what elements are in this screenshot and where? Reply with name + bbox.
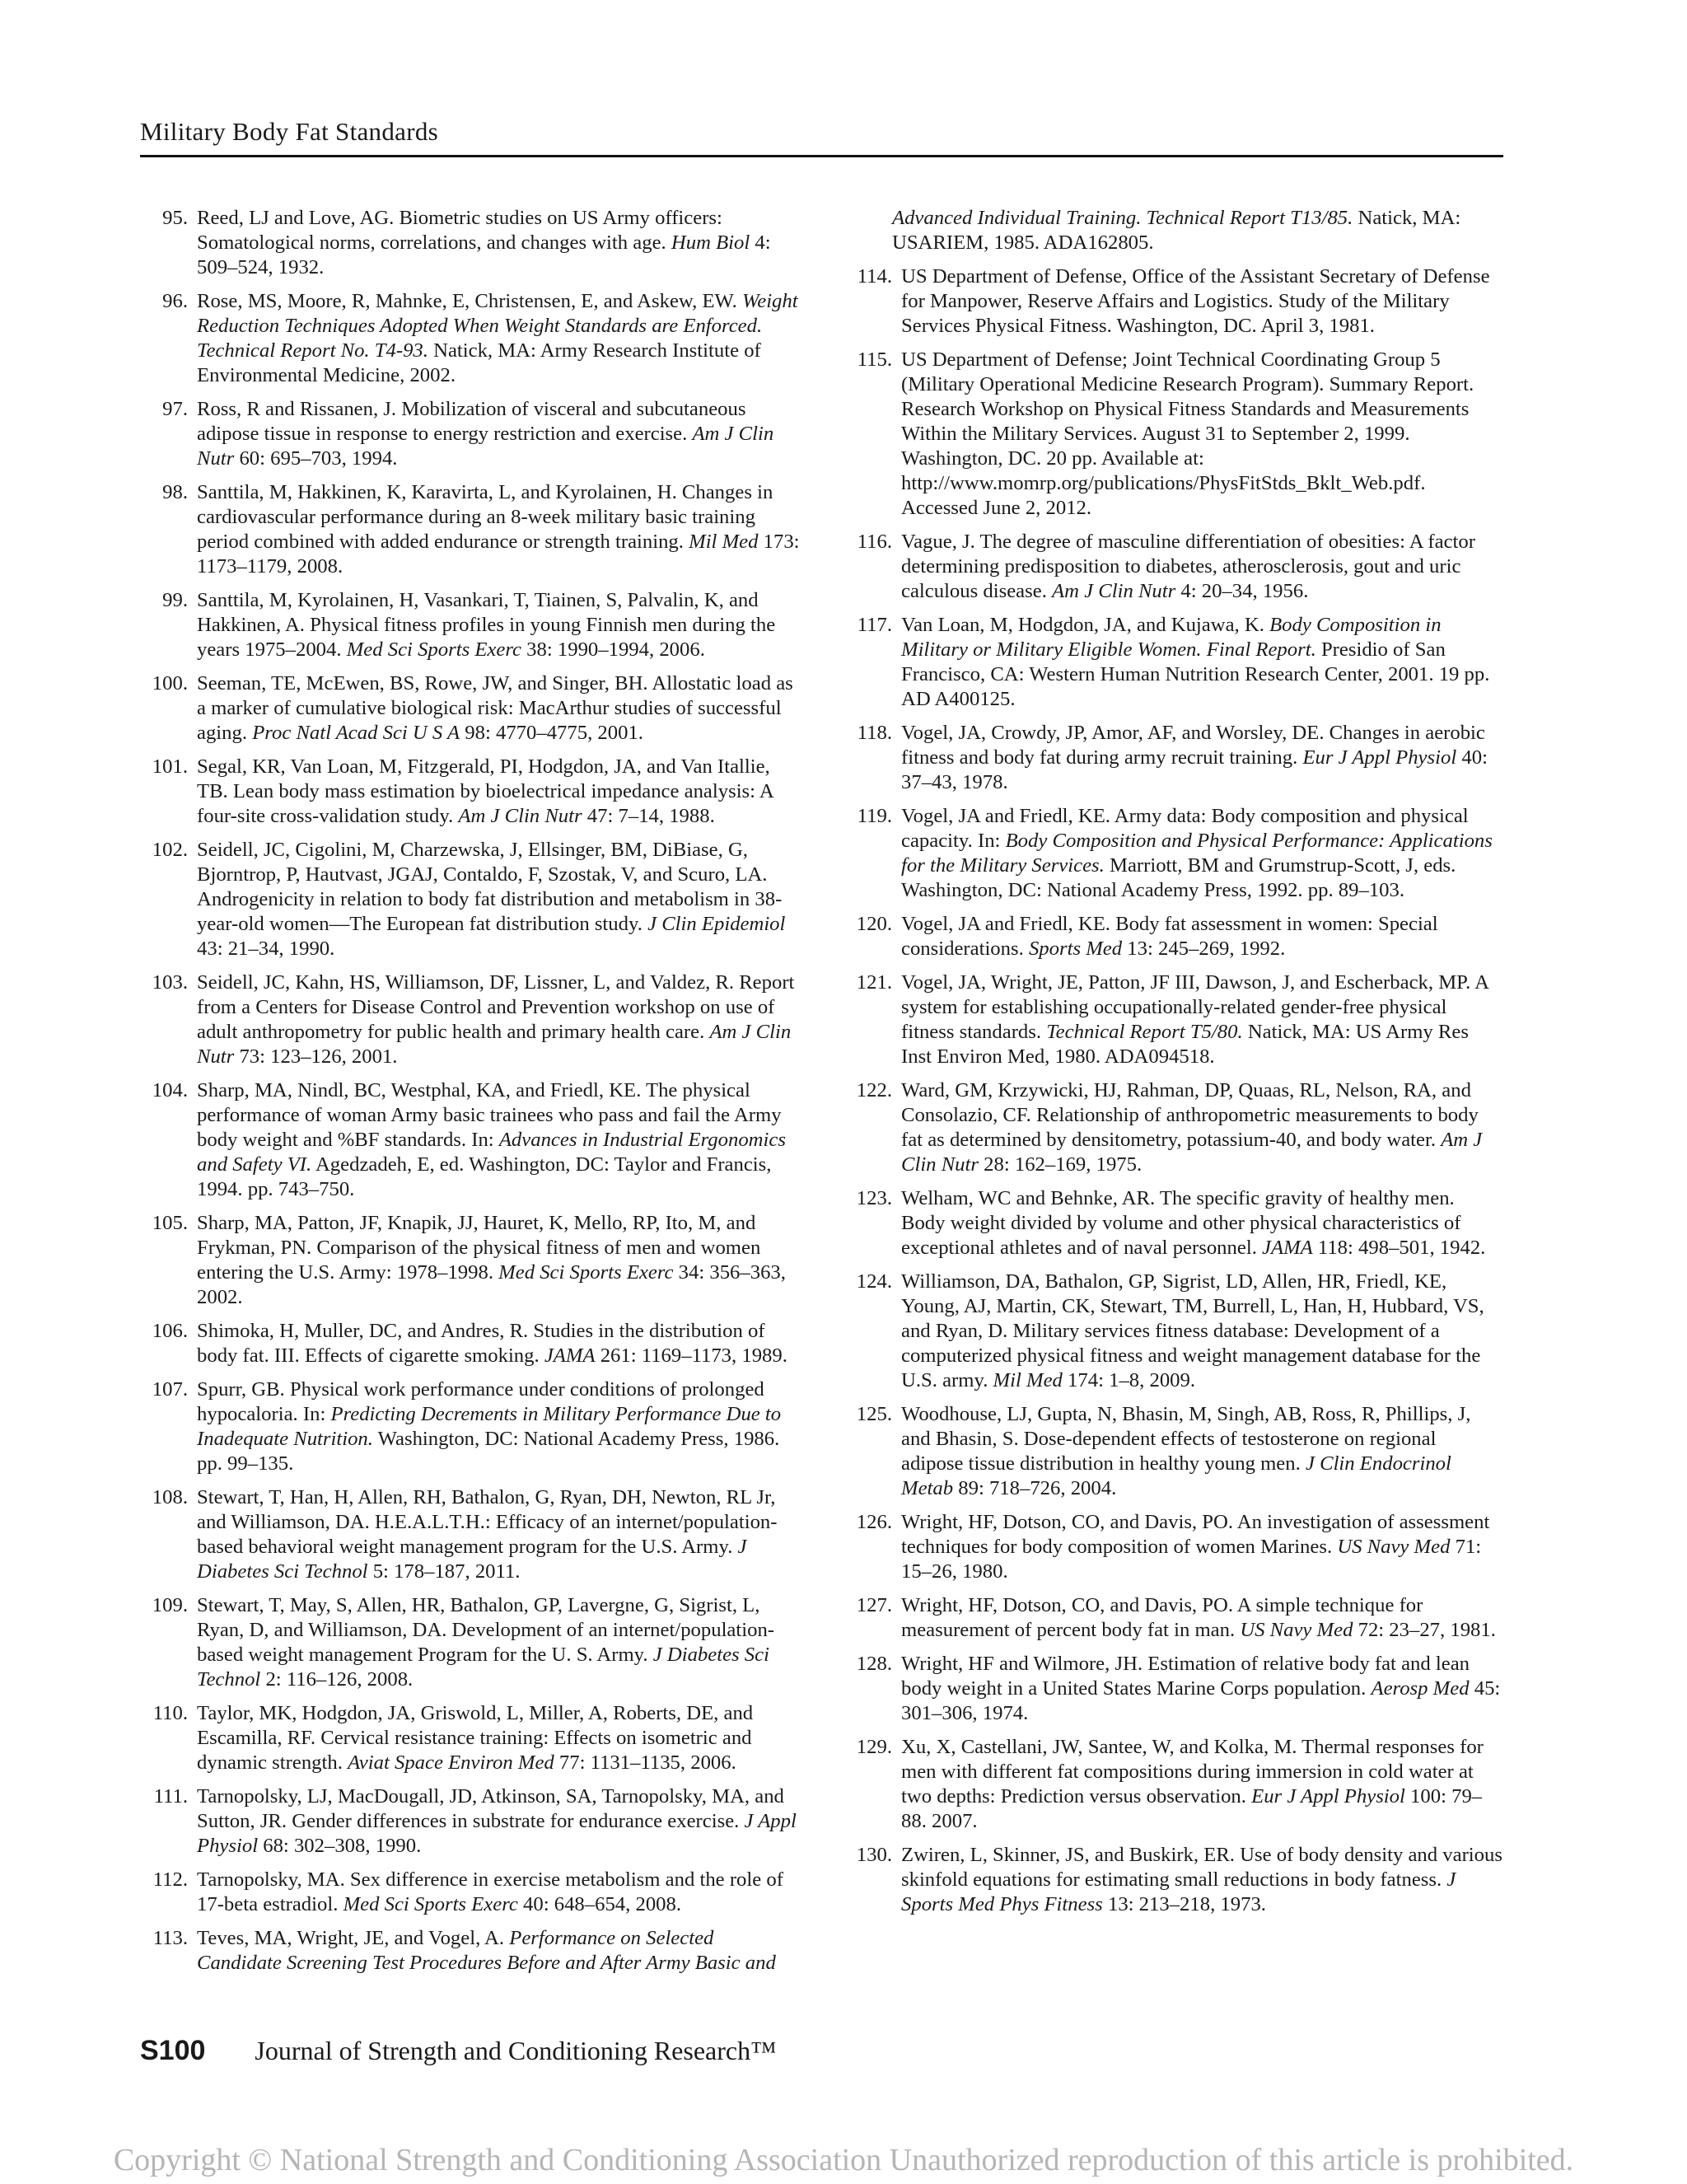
reference-text: Seidell, JC, Cigolini, M, Charzewska, J, Ellsinger, BM, DiBiase, G, Bjorntrop, P, Hautvast, JGAJ, Contaldo, F, Szostak, V, and Scuro, LA. Androgenicity in relation to body fat distribution and metabolism in 38-year-old women—The European fat distribution study. J Clin Epidemiol 43: 21–34, 1990.	[197, 839, 786, 960]
reference-text: Segal, KR, Van Loan, M, Fitzgerald, PI, Hodgdon, JA, and Van Itallie, TB. Lean body mass estimation by bioelectrical impedance analysis: A four-site cross-validation study. Am J Clin Nutr 47: 7–14, 1988.	[197, 755, 773, 827]
reference-item	[844, 1402, 1503, 1501]
reference-item	[140, 480, 803, 579]
reference-number: 104.	[152, 1079, 188, 1101]
reference-item	[844, 1270, 1503, 1393]
reference-number: 108.	[152, 1486, 188, 1508]
references-right-column	[844, 206, 1503, 1926]
reference-item	[140, 397, 803, 471]
reference-text: Seidell, JC, Kahn, HS, Williamson, DF, Lissner, L, and Valdez, R. Report from a Centers for Disease Control and Prevention workshop on use of adult anthropometry for public health and primary health care. Am J Clin Nutr 73: 123–126, 2001.	[197, 971, 795, 1068]
reference-text: Williamson, DA, Bathalon, GP, Sigrist, LD, Allen, HR, Friedl, KE, Young, AJ, Martin, CK, Stewart, TM, Burrell, L, Han, H, Hubbard, VS, and Ryan, D. Military services fitness database: Development of a computerized physical fitness and weight management database for the U.S. army. Mil Med 174: 1–8, 2009.	[901, 1270, 1484, 1391]
reference-item	[140, 1319, 803, 1368]
reference-number: 115.	[857, 348, 892, 371]
reference-item	[140, 289, 803, 388]
reference-number: 103.	[152, 971, 188, 994]
reference-number: 97.	[162, 398, 188, 420]
reference-number: 126.	[856, 1511, 892, 1533]
reference-item	[844, 264, 1503, 339]
reference-item	[140, 1211, 803, 1310]
reference-item	[140, 1078, 803, 1202]
reference-item	[140, 1593, 803, 1692]
reference-number: 128.	[856, 1653, 892, 1675]
reference-text: Vogel, JA and Friedl, KE. Army data: Body composition and physical capacity. In: Body Composition and Physical Performance: Applications for the Military Services. Marriott, BM and Grumstrup-Scott, J, eds. Washington, DC: National Academy Press, 1992. pp. 89–103.	[901, 805, 1493, 901]
reference-text: Tarnopolsky, LJ, MacDougall, JD, Atkinson, SA, Tarnopolsky, MA, and Sutton, JR. Gender differences in substrate for endurance exercise. J Appl Physiol 68: 302–308, 1990.	[197, 1785, 797, 1857]
reference-text: Sharp, MA, Patton, JF, Knapik, JJ, Hauret, K, Mello, RP, Ito, M, and Frykman, PN. Comparison of the physical fitness of men and women entering the U.S. Army: 1978–1998. Med Sci Sports Exerc 34: 356–363, 2002.	[197, 1212, 786, 1308]
reference-number: 98.	[162, 481, 188, 503]
reference-number: 96.	[162, 290, 188, 312]
reference-number: 112.	[152, 1868, 188, 1891]
reference-item	[140, 588, 803, 662]
reference-text: Wright, HF, Dotson, CO, and Davis, PO. An investigation of assessment techniques for body composition of women Marines. US Navy Med 71: 15–26, 1980.	[901, 1511, 1490, 1583]
reference-number: 119.	[857, 805, 892, 827]
reference-text: Sharp, MA, Nindl, BC, Westphal, KA, and Friedl, KE. The physical performance of woman Army basic trainees who pass and fail the Army body weight and %BF standards. In: Advances in Industrial Ergonomics and Safety VI. Agedzadeh, E, ed. Washington, DC: Taylor and Francis, 1994. pp. 743–750.	[197, 1079, 786, 1200]
reference-text: Santtila, M, Kyrolainen, H, Vasankari, T, Tiainen, S, Palvalin, K, and Hakkinen, A. Physical fitness profiles in young Finnish men during the years 1975–2004. Med Sci Sports Exerc 38: 1990–1994, 2006.	[197, 589, 776, 661]
reference-text: Woodhouse, LJ, Gupta, N, Bhasin, M, Singh, AB, Ross, R, Phillips, J, and Bhasin, S. Dose-dependent effects of testosterone on regional adipose tissue distribution in healthy young men. J Clin Endocrinol Metab 89: 718–726, 2004.	[901, 1403, 1471, 1499]
reference-text: Wright, HF and Wilmore, JH. Estimation of relative body fat and lean body weight in a United States Marine Corps population. Aerosp Med 45: 301–306, 1974.	[901, 1653, 1501, 1724]
reference-item	[844, 1186, 1503, 1260]
journal-name: Journal of Strength and Conditioning Research™	[255, 2036, 777, 2065]
reference-item	[140, 1784, 803, 1859]
reference-number: 130.	[856, 1844, 892, 1866]
references-left-column	[140, 206, 803, 1985]
reference-item	[844, 348, 1503, 521]
reference-number: 105.	[152, 1212, 188, 1234]
page-footer	[140, 2035, 776, 2067]
reference-text: Ross, R and Rissanen, J. Mobilization of visceral and subcutaneous adipose tissue in response to energy restriction and exercise. Am J Clin Nutr 60: 695–703, 1994.	[197, 398, 774, 470]
reference-number: 109.	[152, 1594, 188, 1616]
reference-item	[844, 804, 1503, 903]
header-rule	[140, 155, 1503, 157]
reference-number: 116.	[857, 531, 892, 553]
reference-text: Shimoka, H, Muller, DC, and Andres, R. Studies in the distribution of body fat. III. Effects of cigarette smoking. JAMA 261: 1169–1173, 1989.	[197, 1320, 787, 1367]
reference-item	[844, 613, 1503, 712]
reference-text: Teves, MA, Wright, JE, and Vogel, A. Performance on Selected Candidate Screening Test Procedures Before and After Army Basic and	[197, 1927, 776, 1974]
reference-item	[140, 1377, 803, 1476]
reference-number: 95.	[162, 207, 188, 229]
running-head: Military Body Fat Standards	[140, 117, 438, 146]
reference-number: 111.	[153, 1785, 188, 1808]
reference-text: Welham, WC and Behnke, AR. The specific gravity of healthy men. Body weight divided by volume and other physical characteristics of exceptional athletes and of naval personnel. JAMA 118: 498–501, 1942.	[901, 1187, 1486, 1259]
reference-item	[844, 1078, 1503, 1177]
reference-number: 124.	[856, 1270, 892, 1293]
reference-text: Vogel, JA, Crowdy, JP, Amor, AF, and Worsley, DE. Changes in aerobic fitness and body fat during army recruit training. Eur J Appl Physiol 40: 37–43, 1978.	[901, 722, 1488, 793]
reference-item	[140, 671, 803, 746]
reference-text: Ward, GM, Krzywicki, HJ, Rahman, DP, Quaas, RL, Nelson, RA, and Consolazio, CF. Relationship of anthropometric measurements to body fat as determined by densitometry, potassium-40, and body water. Am J Clin Nutr 28: 162–169, 1975.	[901, 1079, 1483, 1176]
reference-item	[140, 1485, 803, 1584]
reference-text: Seeman, TE, McEwen, BS, Rowe, JW, and Singer, BH. Allostatic load as a marker of cumulative biological risk: MacArthur studies of successful aging. Proc Natl Acad Sci U S A 98: 4770–4775, 2001.	[197, 672, 793, 744]
reference-number: 100.	[152, 672, 188, 694]
reference-item	[844, 970, 1503, 1069]
reference-item	[140, 970, 803, 1069]
reference-text: Zwiren, L, Skinner, JS, and Buskirk, ER. Use of body density and various skinfold equations for estimating small reductions in body fatness. J Sports Med Phys Fitness 13: 213–218, 1973.	[901, 1844, 1502, 1915]
reference-number: 101.	[152, 755, 188, 778]
reference-text: Advanced Individual Training. Technical Report T13/85. Natick, MA: USARIEM, 1985. ADA162805.	[892, 207, 1461, 254]
reference-item	[844, 721, 1503, 795]
reference-number: 121.	[856, 971, 892, 994]
reference-item	[844, 1593, 1503, 1643]
reference-text: Vogel, JA and Friedl, KE. Body fat assessment in women: Special considerations. Sports Med 13: 245–269, 1992.	[901, 913, 1438, 960]
reference-number: 107.	[152, 1378, 188, 1401]
reference-item	[844, 1843, 1503, 1917]
reference-number: 129.	[856, 1736, 892, 1758]
reference-item	[844, 1510, 1503, 1584]
reference-item	[140, 1926, 803, 1976]
reference-item	[140, 1868, 803, 1917]
reference-item	[140, 838, 803, 961]
reference-text: Stewart, T, May, S, Allen, HR, Bathalon, GP, Lavergne, G, Sigrist, L, Ryan, D, and Williamson, DA. Development of an internet/population-based weight management Program for the U. S. Army. J Diabetes Sci Technol 2: 116–126, 2008.	[197, 1594, 775, 1691]
reference-number: 125.	[856, 1403, 892, 1425]
reference-number: 120.	[856, 913, 892, 935]
reference-item	[140, 206, 803, 280]
reference-item	[844, 530, 1503, 604]
reference-number: 122.	[856, 1079, 892, 1101]
reference-text: Vague, J. The degree of masculine differentiation of obesities: A factor determining predisposition to diabetes, atherosclerosis, gout and uric calculous disease. Am J Clin Nutr 4: 20–34, 1956.	[901, 531, 1475, 602]
reference-number: 102.	[152, 839, 188, 861]
reference-number: 127.	[856, 1594, 892, 1616]
reference-item	[844, 1652, 1503, 1726]
reference-item	[844, 912, 1503, 961]
reference-number: 114.	[857, 265, 892, 288]
page-number: S100	[140, 2035, 206, 2066]
reference-text: Rose, MS, Moore, R, Mahnke, E, Christensen, E, and Askew, EW. Weight Reduction Techniques Adopted When Weight Standards are Enforced. Technical Report No. T4-93. Natick, MA: Army Research Institute of Environmental Medicine, 2002.	[197, 290, 798, 386]
reference-item	[844, 1735, 1503, 1834]
reference-item	[140, 1701, 803, 1775]
reference-number: 110.	[152, 1702, 188, 1724]
reference-number: 117.	[857, 614, 892, 636]
reference-number: 99.	[162, 589, 188, 611]
reference-text: Tarnopolsky, MA. Sex difference in exercise metabolism and the role of 17-beta estradiol. Med Sci Sports Exerc 40: 648–654, 2008.	[197, 1868, 783, 1915]
reference-text: Van Loan, M, Hodgdon, JA, and Kujawa, K. Body Composition in Military or Military Eligible Women. Final Report. Presidio of San Francisco, CA: Western Human Nutrition Research Center, 2001. 19 pp. AD A400125.	[901, 614, 1490, 710]
reference-item	[140, 755, 803, 829]
reference-text: Reed, LJ and Love, AG. Biometric studies on US Army officers: Somatological norms, correlations, and changes with age. Hum Biol 4: 509–524, 1932.	[197, 207, 771, 278]
reference-number: 113.	[152, 1927, 188, 1949]
reference-text: US Department of Defense; Joint Technical Coordinating Group 5 (Military Operational Medicine Research Program). Summary Report. Research Workshop on Physical Fitness Standards and Measurements Within the Military Services. August 31 to September 2, 1999. Washington, DC. 20 pp. Available at: http://www.momrp.org/publications/PhysFitStds_Bklt_Web.pdf. Accessed June 2, 2012.	[901, 348, 1474, 519]
reference-text: Taylor, MK, Hodgdon, JA, Griswold, L, Miller, A, Roberts, DE, and Escamilla, RF. Cervical resistance training: Effects on isometric and dynamic strength. Aviat Space Environ Med 77: 1131–1135, 2006.	[197, 1702, 754, 1774]
reference-text: Vogel, JA, Wright, JE, Patton, JF III, Dawson, J, and Escherback, MP. A system for establishing occupationally-related gender-free physical fitness standards. Technical Report T5/80. Natick, MA: US Army Res Inst Environ Med, 1980. ADA094518.	[901, 971, 1488, 1068]
reference-number: 118.	[857, 722, 892, 744]
reference-text: Spurr, GB. Physical work performance under conditions of prolonged hypocaloria. In: Predicting Decrements in Military Performance Due to Inadequate Nutrition. Washington, DC: National Academy Press, 1986. pp. 99–135.	[197, 1378, 782, 1475]
reference-text: US Department of Defense, Office of the Assistant Secretary of Defense for Manpower, Reserve Affairs and Logistics. Study of the Military Services Physical Fitness. Washington, DC. April 3, 1981.	[901, 265, 1490, 337]
reference-text: Xu, X, Castellani, JW, Santee, W, and Kolka, M. Thermal responses for men with different fat compositions during immersion in cold water at two depths: Prediction versus observation. Eur J Appl Physiol 100: 79–88. 2007.	[901, 1736, 1484, 1832]
copyright-notice: Copyright © National Strength and Conditioning Association Unauthorized reproduction of this article is prohibited.	[113, 2143, 1574, 2177]
reference-text: Stewart, T, Han, H, Allen, RH, Bathalon, G, Ryan, DH, Newton, RL Jr, and Williamson, DA. H.E.A.L.T.H.: Efficacy of an internet/population-based behavioral weight management program for the U.S. Army. J Diabetes Sci Technol 5: 178–187, 2011.	[197, 1486, 778, 1583]
reference-continuation	[844, 206, 1503, 255]
reference-number: 106.	[152, 1320, 188, 1342]
reference-text: Wright, HF, Dotson, CO, and Davis, PO. A simple technique for measurement of percent body fat in man. US Navy Med 72: 23–27, 1981.	[901, 1594, 1496, 1641]
reference-text: Santtila, M, Hakkinen, K, Karavirta, L, and Kyrolainen, H. Changes in cardiovascular performance during an 8-week military basic training period combined with added endurance or strength training. Mil Med 173: 1173–1179, 2008.	[197, 481, 800, 578]
reference-number: 123.	[856, 1187, 892, 1209]
